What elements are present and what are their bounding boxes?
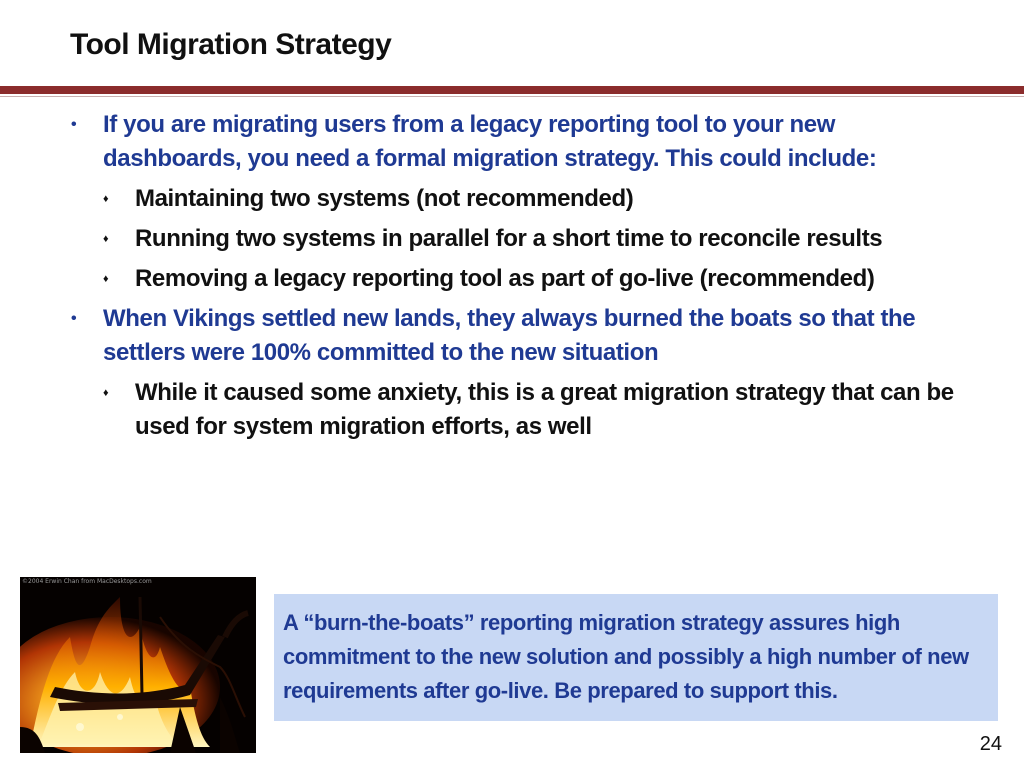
sub-bullet-item (103, 376, 964, 444)
bullet-text: When Vikings settled new lands, they always burned the boats so that the settlers were 100% committed to the new situation (103, 305, 916, 366)
diamond-bullet-icon: ♦ (103, 387, 109, 399)
bullet-item (71, 108, 964, 176)
title-divider (0, 86, 1024, 94)
bullet-text: If you are migrating users from a legacy reporting tool to your new dashboards, you need a formal migration strategy. This could include: (103, 111, 877, 172)
sub-bullet-item (103, 182, 964, 216)
diamond-bullet-icon: ♦ (103, 233, 109, 245)
bullet-item (71, 302, 964, 370)
callout-box (274, 594, 998, 721)
image-credit: ©2004 Erwin Chan from MacDesktops.com (22, 578, 152, 585)
burning-viking-ship-image (20, 577, 256, 753)
sub-bullet-item (103, 262, 964, 296)
bullet-list (0, 108, 1024, 444)
slide-title: Tool Migration Strategy (70, 28, 392, 61)
sub-bullet-text: Maintaining two systems (not recommended) (135, 185, 634, 212)
bullet-dot-icon: • (71, 310, 77, 327)
bullet-dot-icon: • (71, 116, 77, 133)
diamond-bullet-icon: ♦ (103, 193, 109, 205)
sub-bullet-text: Running two systems in parallel for a short time to reconcile results (135, 225, 883, 252)
sub-bullet-item (103, 222, 964, 256)
title-divider-shadow (0, 96, 1024, 97)
burning-ship-illustration (20, 577, 256, 753)
sub-bullet-text: Removing a legacy reporting tool as part of go-live (recommended) (135, 265, 875, 292)
sub-bullet-text: While it caused some anxiety, this is a great migration strategy that can be used for system migration efforts, as well (135, 379, 954, 440)
page-number: 24 (979, 733, 1002, 755)
diamond-bullet-icon: ♦ (103, 273, 109, 285)
callout-text: A “burn-the-boats” reporting migration strategy assures high commitment to the new solution and possibly a high number of new requirements after go-live. Be prepared to support this. (283, 610, 969, 703)
